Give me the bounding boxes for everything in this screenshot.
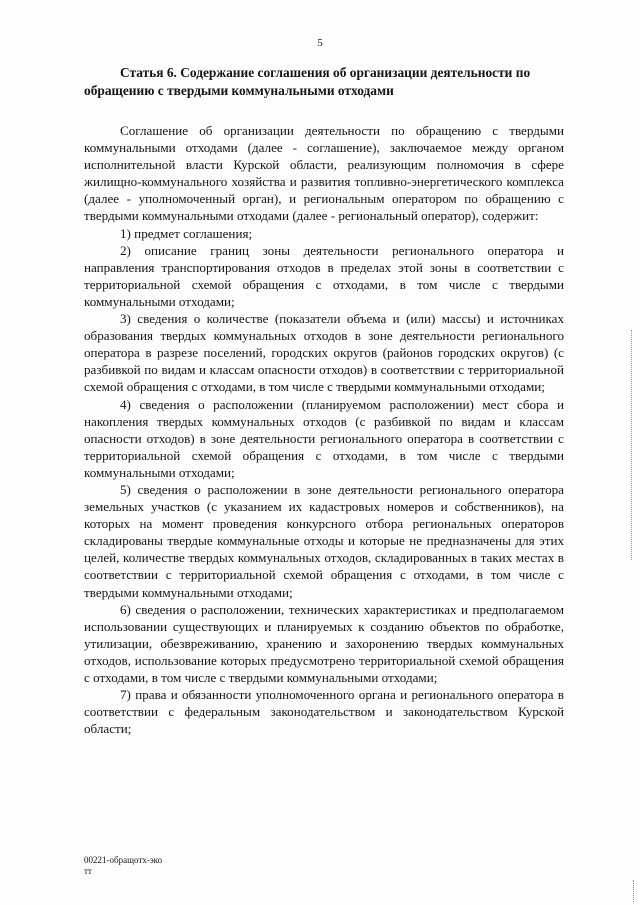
footer-initials: тт [84,866,92,876]
scan-edge-mark-bottom [632,880,634,902]
footer-file-code: 00221-обращотх-эко [84,855,163,865]
intro-paragraph: Соглашение об организации деятельности по обращению с твердыми коммунальными отходами (далее - соглашение), заключаемое между органом исполнительной власти Курской области, реализующим полномочия в сфере жилищно-коммунального хозяйства и развития топливно-энергетического комплекса (далее - уполномоченный орган), и региональным оператором по обращению с твердыми коммунальными отходами (далее - региональный оператор), содержит: [84,123,564,224]
article-body [84,122,564,737]
article-title: Статья 6. Содержание соглашения об организации деятельности по обращению с твердыми коммунальными отходами [84,65,531,98]
scan-edge-mark [630,330,632,560]
list-item-5: 5) сведения о расположении в зоне деятельности регионального оператора земельных участков (с указанием их кадастровых номеров и собственников), на которых на момент проведения конкурсного отбора региональных операторов складированы твердые коммунальные отходы и которые не предназначены для этих целей, количестве твердых коммунальных отходов, складированных в таких местах в соответствии с территориальной схемой обращения с отходами, в том числе с твердыми коммунальными отходами; [84,481,564,600]
page-number: 5 [317,37,323,49]
list-item-2: 2) описание границ зоны деятельности регионального оператора и направления транспортирования отходов в пределах этой зоны в соответствии с территориальной схемой обращения с отходами, в том числе с твердыми коммунальными отходами; [84,242,564,309]
list-item-1: 1) предмет соглашения; [120,225,253,241]
list-item-3: 3) сведения о количестве (показатели объема и (или) массы) и источниках образования твердых коммунальных отходов в зоне деятельности регионального оператора в разрезе поселений, городских округов (районов городских округов) (с разбивкой по видам и классам опасности отходов) в соответствии с территориальной схемой обращения с отходами, в том числе с твердыми коммунальными отходами; [84,311,564,395]
list-item-7: 7) права и обязанности уполномоченного органа и регионального оператора в соответствии с федеральным законодательством и законодательством Курской области; [84,687,564,737]
list-item-6: 6) сведения о расположении, технических характеристиках и предполагаемом использовании существующих и планируемых к созданию объектов по обработке, утилизации, обезвреживанию, хранению и захоронению твердых коммунальных отходов, использование которых предусмотрено территориальной схемой обращения с отходами, в том числе с твердыми коммунальными отходами; [84,601,564,685]
list-item-4: 4) сведения о расположении (планируемом расположении) мест сбора и накопления твердых коммунальных отходов (с разбивкой по видам и классам опасности отходов) в зоне деятельности регионального оператора в соответствии с территориальной схемой обращения с отходами, в том числе с твердыми коммунальными отходами; [84,396,564,480]
document-footer [84,855,162,877]
